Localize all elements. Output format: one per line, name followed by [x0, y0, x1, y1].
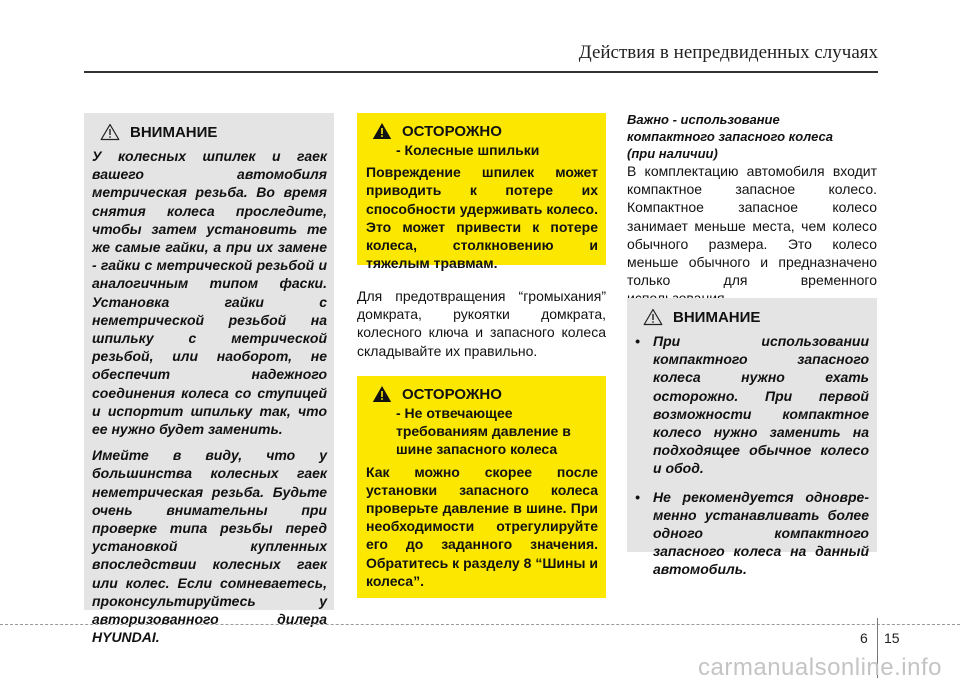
jack-storage-paragraph: Для предотвращения “громыхания” домкрата, рукоятки домкрата, колесного ключа и запасного колеса складывайте их правильно. — [357, 288, 606, 359]
compact-spare-notice-title-line-3: (при наличии) — [627, 146, 718, 161]
compact-spare-notice-title-line-2: компактного запасного колеса — [627, 129, 833, 144]
compact-spare-notice-title-line-1: Важно - использование — [627, 112, 780, 127]
compact-spare-notice-text: В комплектацию автомобиля входит компактное запасное колесо. Компактное запасное колесо занимает меньше места, чем колесо обычного размера. Это колесо меньше обычного и предназначено только для временного — [627, 163, 877, 289]
header-rule — [84, 71, 878, 73]
caution-box-studs-title: ОСТОРОЖНО — [402, 122, 502, 140]
warning-triangle-filled-icon — [372, 122, 392, 140]
warning-box-right-header — [643, 308, 869, 326]
warning-box-right — [627, 298, 877, 578]
caution-box-pressure — [357, 376, 606, 598]
watermark: carmanualsonline.info — [698, 654, 942, 681]
warning-box-right-bullet-1: • При использовании компактного запасного колеса нужно ехать осторожно. При первой возможности компактное колесо нужно заменить на подходящее обычное колесо и обод. — [633, 332, 869, 478]
warning-box-left-paragraph-2: Имейте в виду, что у большинства колесных гаек неметрическая резьба. Будьте очень внимательны при проверке типа резьбы перед установкой купленных впоследствии колесных гаек или колес. Если сомневаетесь, проконсультируйтесь у авторизованного дилера HYUNDAI. — [92, 447, 327, 646]
caution-box-pressure-header — [372, 385, 598, 403]
caution-box-pressure-text: Как можно скорее после установки запасного колеса проверьте давление в шине. При необходимости отрегулируйте его до заданного значения. Обратитесь к разделу 8 “Шины и колеса”. — [366, 463, 598, 589]
warning-triangle-outline-icon — [100, 123, 120, 141]
warning-box-left-paragraph-1: У колесных шпилек и гаек вашего автомобиля метрическая резьба. Во время снятия колеса проследите, чтобы затем установить те же самые гайки, а при их замене - гайки с метрической резьбой и аналогичным типом фаски. Установка гайки с неметрической резьбой на шпильку с метрической резьбой, или наоборот, не обеспечит надежного соединения колеса со ступицей и испортит шпильку так, что ее нужно будет заменить. — [92, 148, 327, 438]
compact-spare-notice-title — [627, 111, 877, 162]
warning-triangle-outline-icon — [643, 308, 663, 326]
page-header-title: Действия в непредвиденных случаях — [578, 42, 878, 63]
warning-box-left-title: ВНИМАНИЕ — [130, 123, 218, 141]
warning-box-left — [84, 113, 334, 646]
footer-rule — [0, 624, 960, 625]
page-number: 15 — [884, 630, 900, 646]
warning-box-left-header — [100, 123, 327, 141]
warning-box-right-list — [633, 332, 869, 579]
caution-box-studs-text: Повреждение шпилек может приводить к потере их способности удерживать колесо. Это может привести к потере колеса, столкновению и тяжелым травмам. — [366, 164, 598, 272]
warning-box-right-title: ВНИМАНИЕ — [673, 308, 761, 326]
warning-box-right-bullet-2: • Не рекомендуется одновре-менно устанавливать более одного компактного запасного колеса на данный автомобиль. — [633, 488, 869, 579]
caution-box-studs — [357, 113, 606, 272]
caution-box-pressure-title: ОСТОРОЖНО — [402, 385, 502, 403]
warning-triangle-filled-icon — [372, 385, 392, 403]
caution-box-studs-subtitle: - Колесные шпильки — [396, 142, 540, 158]
chapter-number: 6 — [860, 630, 868, 646]
caution-box-studs-header — [372, 122, 598, 140]
caution-box-pressure-subtitle: - Не отвечающее требованиям давление в шине запасного колеса — [396, 405, 571, 458]
